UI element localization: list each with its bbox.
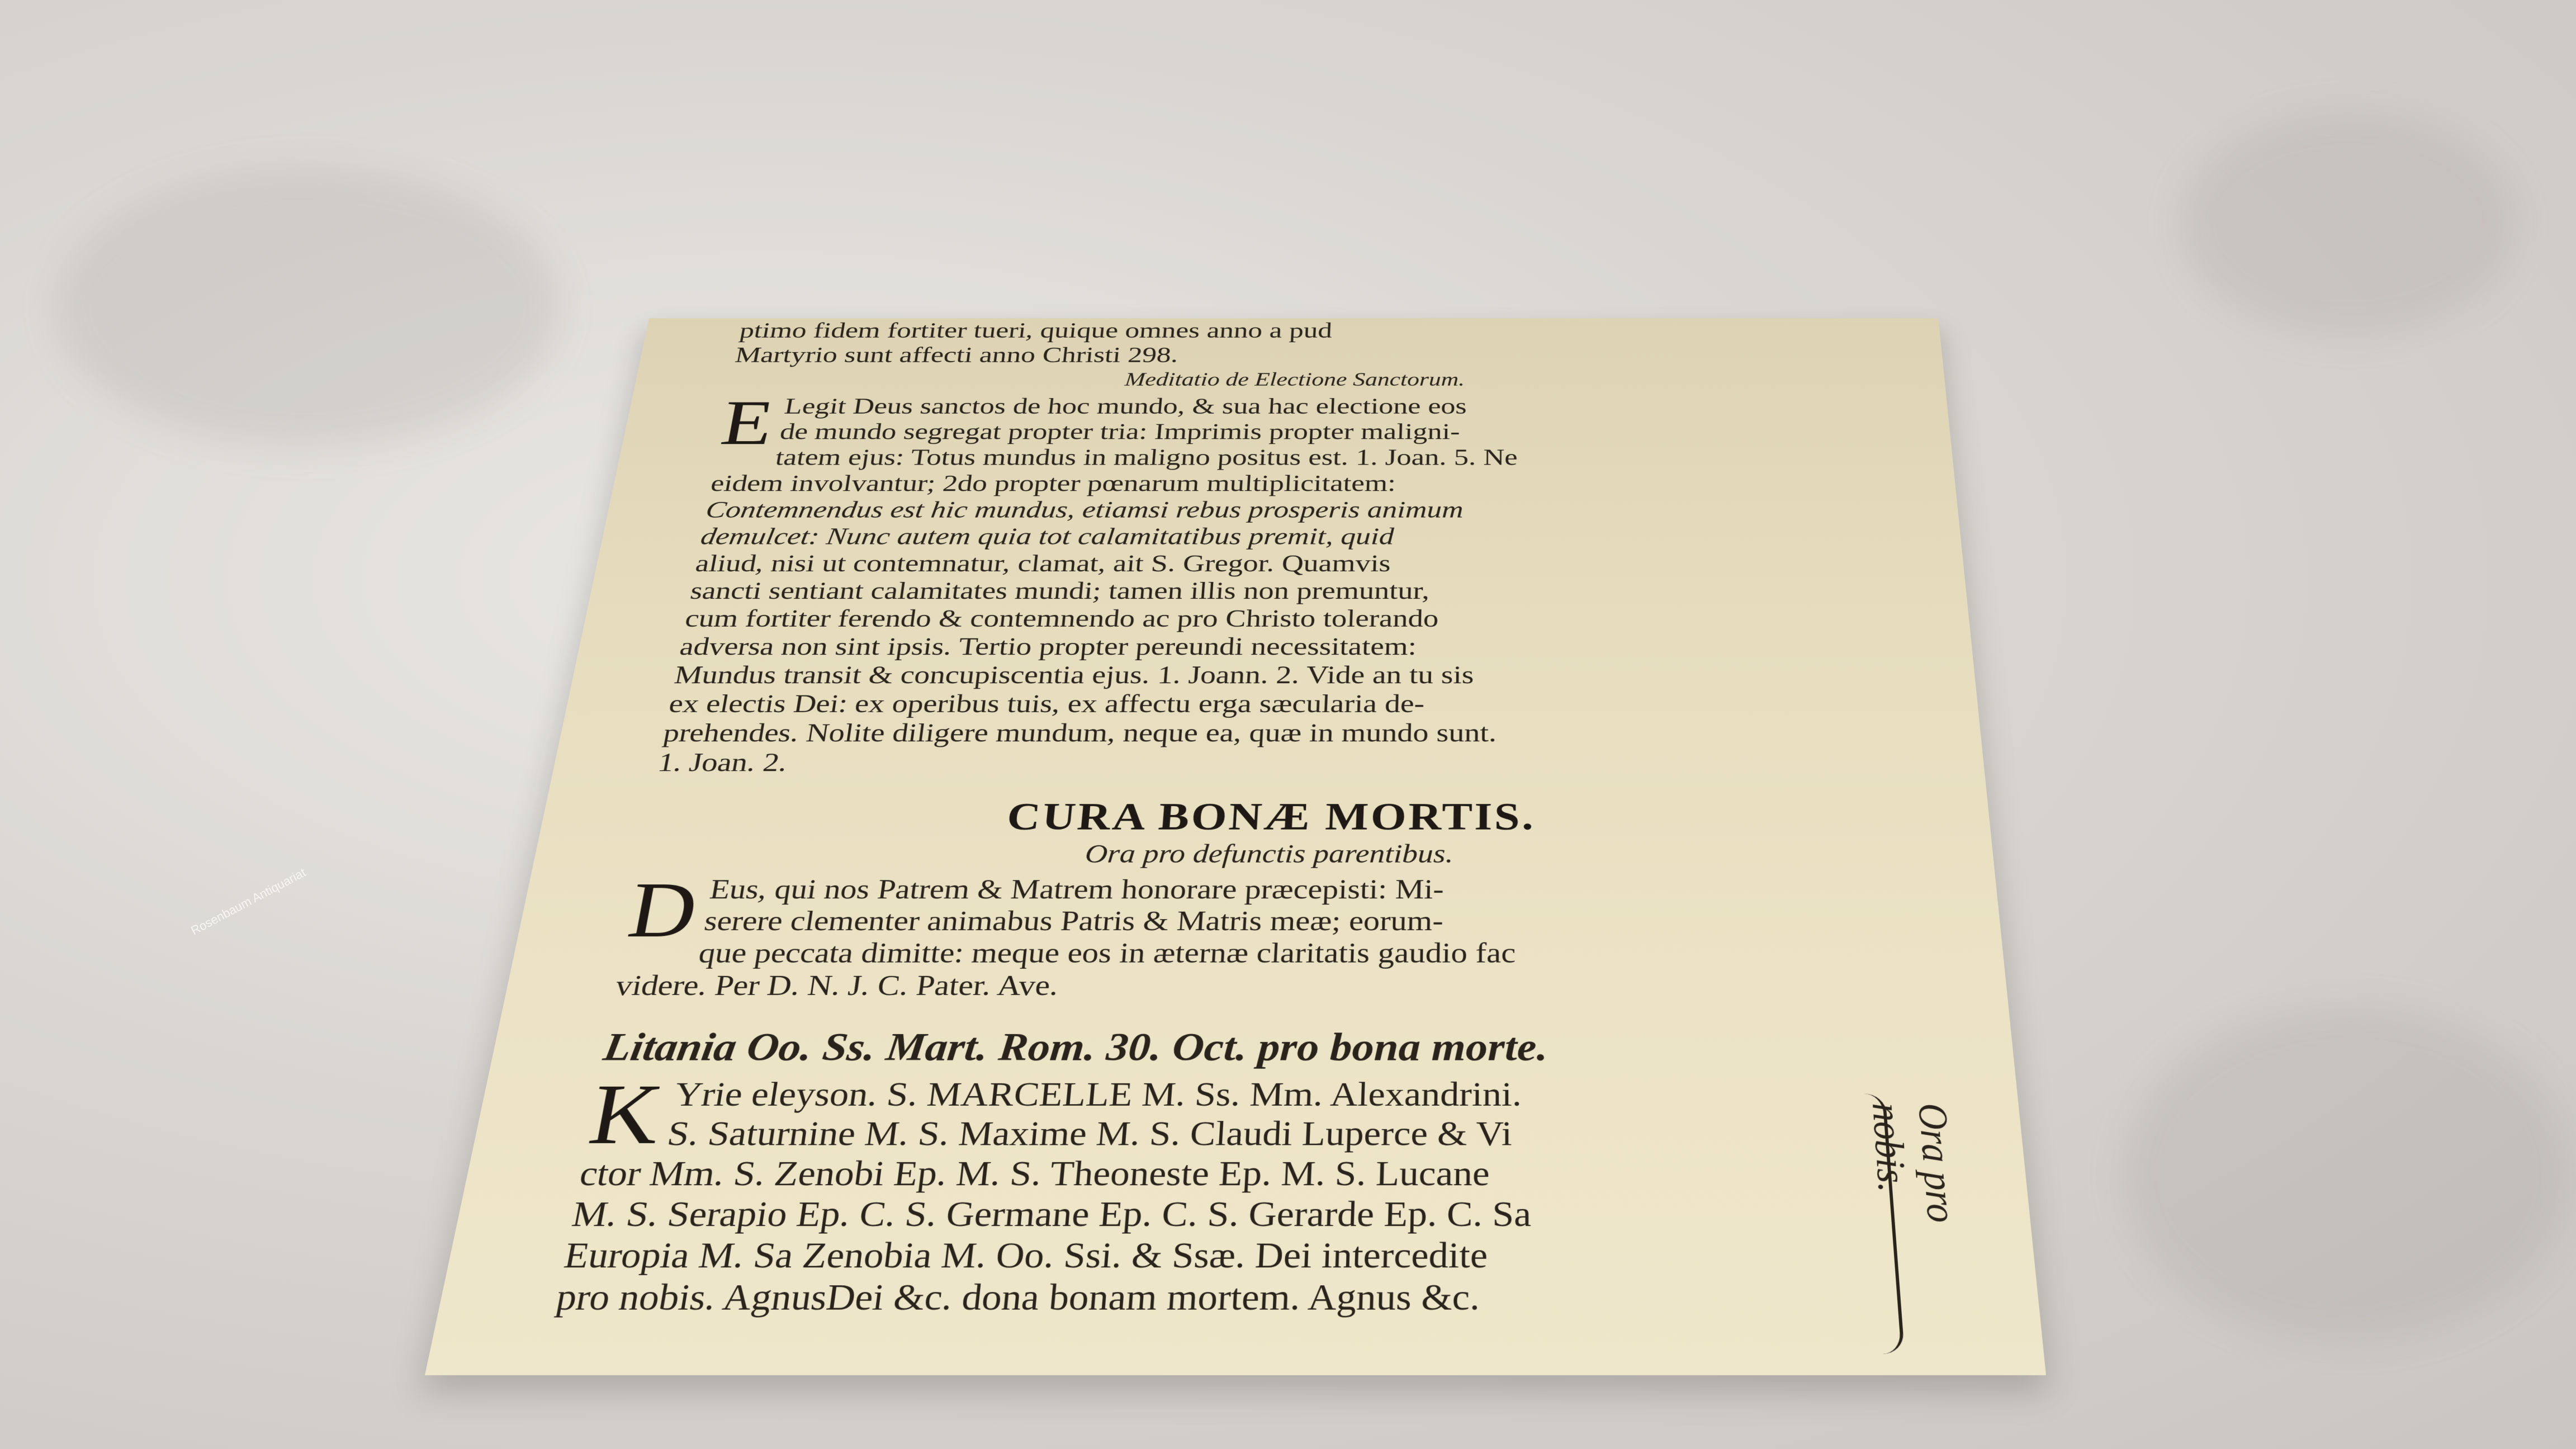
litania-title: Litania Oo. Ss. Mart. Rom. 30. Oct. pro bona morte.: [600, 1025, 1548, 1069]
ora-pro-nobis: Ora pro nobis.: [1863, 1103, 1965, 1223]
cura-subheading: Ora pro defunctis parentibus.: [1083, 839, 1454, 869]
litany-line: Europia M. Sa Zenobia M. Oo. Ssi. & Ssæ. Dei intercedite: [561, 1235, 1488, 1276]
text-line: 1. Joan. 2.: [655, 747, 790, 777]
text-line: que peccata dimitte: meque eos in æternæ claritatis gaudio fac: [696, 936, 1516, 969]
text-line: sancti sentiant calamitates mundi; tamen illis non premuntur,: [688, 577, 1430, 604]
top-line: ptimo fidem fortiter tueri, quique omnes anno a pud: [737, 318, 1333, 343]
text-line: Legit Deus sanctos de hoc mundo, & sua hac electione eos: [783, 393, 1467, 419]
page-content: [553, 318, 1965, 1318]
text-line: videre. Per D. N. J. C. Pater. Ave.: [613, 969, 1060, 1002]
text-line: de mundo segregat propter tria: Imprimis propter maligni-: [778, 419, 1460, 444]
top-line: Martyrio sunt affecti anno Christi 298.: [733, 342, 1180, 367]
drop-cap: D: [622, 866, 704, 954]
litany-line: S. Saturnine M. S. Maxime M. S. Claudi Luperce & Vi: [664, 1114, 1512, 1153]
litany-line: pro nobis. AgnusDei &c. dona bonam mortem. Agnus &c.: [553, 1276, 1480, 1318]
cura-heading: CURA BONÆ MORTIS.: [1005, 794, 1536, 838]
text-line: eidem involvantur; 2do propter pœnarum multiplicitatem:: [708, 470, 1396, 496]
cura-paragraph: [613, 866, 1909, 1002]
marble-vein: [2124, 1006, 2572, 1342]
text-line: Mundus transit & concupiscentia ejus. 1. Joann. 2. Vide an tu sis: [672, 660, 1474, 689]
meditatio-heading: Meditatio de Electione Sanctorum.: [1124, 368, 1465, 390]
text-line: prehendes. Nolite diligere mundum, neque ea, quæ in mundo sunt.: [661, 718, 1497, 747]
text-line: demulcet: Nunc autem quia tot calamitatibus premit, quid: [698, 523, 1395, 550]
text-line: adversa non sint ipsis. Tertio propter pereundi necessitatem:: [678, 632, 1417, 661]
text-line: cum fortiter ferendo & contemnendo ac pro Christo tolerando: [683, 604, 1439, 632]
text-line: tatem ejus: Totus mundus in maligno positus est. 1. Joan. 5. Ne: [773, 444, 1518, 470]
text-line: ex electis Dei: ex operibus tuis, ex affectu erga sæcularia de-: [666, 689, 1425, 718]
text-line: aliud, nisi ut contemnatur, clamat, ait S. Gregor. Quamvis: [693, 550, 1391, 577]
text-line: serere clementer animabus Patris & Matris meæ; eorum-: [702, 905, 1444, 937]
marble-vein: [56, 168, 559, 447]
marble-vein: [2180, 112, 2516, 335]
drop-cap: K: [583, 1067, 669, 1162]
electio-paragraph: [655, 387, 1891, 777]
text-line: Eus, qui nos Patrem & Matrem honorare præcepisti: Mi-: [707, 873, 1445, 905]
book-page: [425, 318, 2046, 1375]
litany-line: Yrie eleyson. S. MARCELLE M. Ss. Mm. Alexandrini.: [671, 1075, 1522, 1114]
litany-line: M. S. Serapio Ep. C. S. Germane Ep. C. S. Gerarde Ep. C. Sa: [569, 1194, 1532, 1234]
watermark: Rosenbaum Antiquariat: [188, 865, 308, 938]
litany-line: ctor Mm. S. Zenobi Ep. M. S. Theoneste Ep. M. S. Lucane: [576, 1154, 1490, 1194]
drop-cap: E: [716, 387, 779, 458]
litany-block: [553, 1067, 1965, 1319]
text-line: Contemnendus est hic mundus, etiamsi rebus prosperis animum: [703, 496, 1464, 523]
